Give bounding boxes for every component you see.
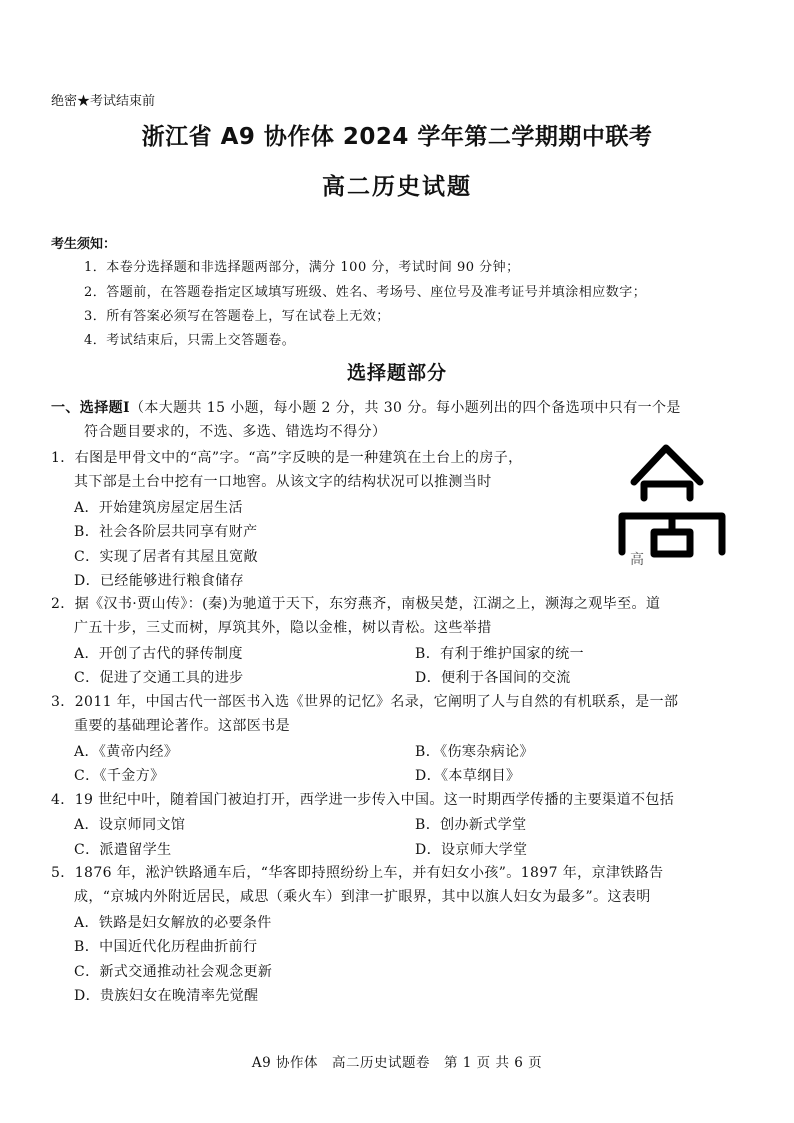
question-3-line: 重要的基础理论著作。这部医书是	[74, 718, 290, 734]
question-3-option-d: D．《本草纲目》	[415, 768, 521, 784]
oracle-bone-gao-figure	[614, 440, 734, 570]
question-5-line: 成，“京城内外附近居民，咸思（乘火车）到津一扩眼界，其中以旗人妇女为最多”。这表明	[74, 889, 651, 905]
question-1-option-b: B．社会各阶层共同享有财产	[74, 524, 258, 540]
question-1-option-c: C．实现了居者有其屋且宽敞	[74, 549, 258, 565]
question-1-line: 1．右图是甲骨文中的“高”字。“高”字反映的是一种建筑在土台上的房子，	[51, 450, 523, 466]
question-5-option-d: D．贵族妇女在晚清率先觉醒	[74, 988, 259, 1004]
question-2-line: 广五十步，三丈而树，厚筑其外，隐以金椎，树以青松。这些举措	[74, 620, 492, 636]
question-4-option-c: C．派遣留学生	[74, 842, 172, 858]
question-4-option-b: B．创办新式学堂	[415, 817, 527, 833]
section-title: 选择题部分	[346, 362, 447, 384]
question-5-option-c: C．新式交通推动社会观念更新	[74, 964, 273, 980]
question-2-option-a: A．开创了古代的驿传制度	[74, 646, 243, 662]
secret-mark: 绝密★考试结束前	[51, 94, 156, 109]
question-5-option-a: A．铁路是妇女解放的必要条件	[74, 915, 272, 931]
exam-title: 浙江省 A9 协作体 2024 学年第二学期期中联考	[141, 124, 653, 150]
question-2-line: 2．据《汉书·贾山传》：(秦)为驰道于天下，东穷燕齐，南极吴楚，江湖之上，濒海之观毕至。道	[51, 596, 661, 612]
part-heading-line1	[51, 398, 681, 418]
question-2-option-b: B．有利于维护国家的统一	[415, 646, 585, 662]
question-5-option-b: B．中国近代化历程曲折前行	[74, 939, 258, 955]
question-4-option-d: D．设京师大学堂	[415, 842, 528, 858]
notes-heading: 考生须知：	[51, 237, 117, 252]
question-3-option-a: A．《黄帝内经》	[74, 744, 179, 760]
note-item: 1．本卷分选择题和非选择题两部分，满分 100 分，考试时间 90 分钟；	[84, 260, 520, 275]
note-item: 2．答题前，在答题卷指定区域填写班级、姓名、考场号、座位号及准考证号并填涂相应数字；	[84, 285, 647, 300]
note-item: 3．所有答案必须写在答题卷上，写在试卷上无效；	[84, 309, 390, 324]
part-desc: （本大题共 15 小题，每小题 2 分，共 30 分。每小题列出的四个备选项中只有一个是	[129, 400, 681, 416]
question-4-line: 4．19 世纪中叶，随着国门被迫打开，西学进一步传入中国。这一时期西学传播的主要渠道不包括	[51, 792, 675, 808]
question-3-line: 3．2011 年，中国古代一部医书入选《世界的记忆》名录，它阐明了人与自然的有机联系，是一部	[51, 694, 679, 710]
page-footer: A9 协作体 高二历史试题卷 第 1 页 共 6 页	[251, 1055, 543, 1071]
question-5-line: 5．1876 年，淞沪铁路通车后，“华客即持照纷纷上车，并有妇女小孩”。1897 年，京津铁路告	[51, 865, 664, 881]
question-1-line: 其下部是土台中挖有一口地窖。从该文字的结构状况可以推测当时	[74, 474, 492, 490]
question-4-option-a: A．设京师同文馆	[74, 817, 186, 833]
part-label: 一、选择题Ⅰ	[51, 400, 130, 416]
question-2-option-d: D．便利于各国间的交流	[415, 670, 571, 686]
part-desc-line2: 符合题目要求的，不选、多选、错选均不得分）	[84, 424, 387, 440]
oracle-gao-glyph-icon	[614, 440, 734, 570]
question-1-option-a: A．开始建筑房屋定居生活	[74, 500, 243, 516]
question-2-option-c: C．促进了交通工具的进步	[74, 670, 244, 686]
question-1-option-d: D．已经能够进行粮食储存	[74, 573, 245, 589]
exam-subtitle: 高二历史试题	[322, 174, 472, 200]
question-3-option-c: C．《千金方》	[74, 768, 165, 784]
question-3-option-b: B．《伤寒杂病论》	[415, 744, 534, 760]
figure-caption: 高	[630, 552, 644, 568]
note-item: 4．考试结束后，只需上交答题卷。	[84, 333, 296, 348]
